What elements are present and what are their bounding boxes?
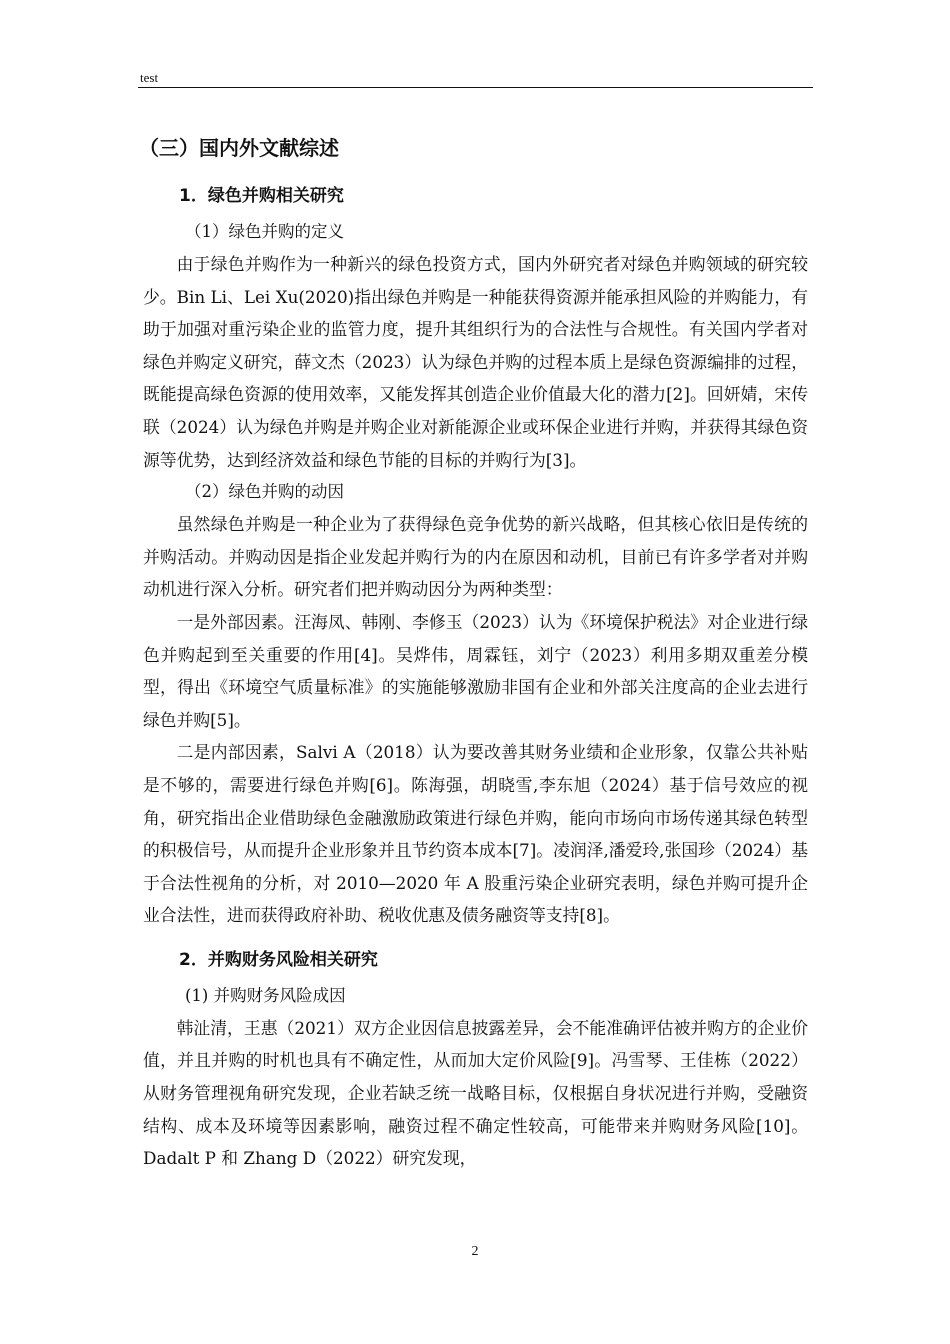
paragraph-internal-factors: 二是内部因素，Salvi A（2018）认为要改善其财务业绩和企业形象，仅靠公共补贴是不够的，需要进行绿色并购[6]。陈海强，胡晓雪,李东旭（2024）基于信号效应的视角，研究指出企业借助绿色金融激励政策进行绿色并购，能向市场向市场传递其绿色转型的积极信号，从而提升企业形象并且节约资本成本[7]。凌润泽,潘爱玲,张国珍（2024）基于合法性视角的分析，对 2010—2020 年 A 股重污染企业研究表明，绿色并购可提升企业合法性，进而获得政府补助、税收优惠及债务融资等支持[8]。 bbox=[143, 742, 808, 926]
item-heading-definition: （1）绿色并购的定义 bbox=[185, 222, 344, 241]
paragraph-external-factors: 一是外部因素。汪海凤、韩刚、李修玉（2023）认为《环境保护税法》对企业进行绿色并购起到至关重要的作用[4]。吴烨伟，周霖钰，刘宁（2023）利用多期双重差分模型，得出《环境空气质量标准》的实施能够激励非国有企业和外部关注度高的企业去进行绿色并购[5]。 bbox=[143, 611, 808, 730]
section-title: （三）国内外文献综述 bbox=[139, 136, 339, 160]
subsection-title-1: 1．绿色并购相关研究 bbox=[179, 186, 344, 206]
item-heading-risk-causes: (1) 并购财务风险成因 bbox=[185, 985, 346, 1005]
header-rule bbox=[138, 87, 813, 88]
paragraph-definition: 由于绿色并购作为一种新兴的绿色投资方式，国内外研究者对绿色并购领域的研究较少。Bin Li、Lei Xu(2020)指出绿色并购是一种能获得资源并能承担风险的并购能力，有助于加强对重污染企业的监管力度，提升其组织行为的合法性与合规性。有关国内学者对绿色并购定义研究，薛文杰（2023）认为绿色并购的过程本质上是绿色资源编排的过程，既能提高绿色资源的使用效率，又能发挥其创造企业价值最大化的潜力[2]。回妍婧，宋传联（2024）认为绿色并购是并购企业对新能源企业或环保企业进行并购，并获得其绿色资源等优势，达到经济效益和绿色节能的目标的并购行为[3]。 bbox=[143, 254, 808, 470]
paragraph-motivation: 虽然绿色并购是一种企业为了获得绿色竞争优势的新兴战略，但其核心依旧是传统的并购活动。并购动因是指企业发起并购行为的内在原因和动机，目前已有许多学者对并购动机进行深入分析。研究者们把并购动因分为两种类型： bbox=[143, 514, 808, 600]
page-header: test bbox=[140, 70, 159, 85]
page-number: 2 bbox=[471, 1244, 479, 1259]
item-heading-motivation: （2）绿色并购的动因 bbox=[185, 482, 344, 502]
subsection-title-2: 2．并购财务风险相关研究 bbox=[179, 949, 378, 970]
body-content bbox=[139, 120, 808, 1175]
paragraph-risk-causes: 韩沚清，王惠（2021）双方企业因信息披露差异，会不能准确评估被并购方的企业价值，并且并购的时机也具有不确定性，从而加大定价风险[9]。冯雪琴、王佳栋（2022）从财务管理视角研究发现，企业若缺乏统一战略目标，仅根据自身状况进行并购，受融资结构、成本及环境等因素影响，融资过程不确定性较高，可能带来并购财务风险[10]。Dadalt P 和 Zhang D（2022）研究发现， bbox=[143, 1017, 808, 1169]
